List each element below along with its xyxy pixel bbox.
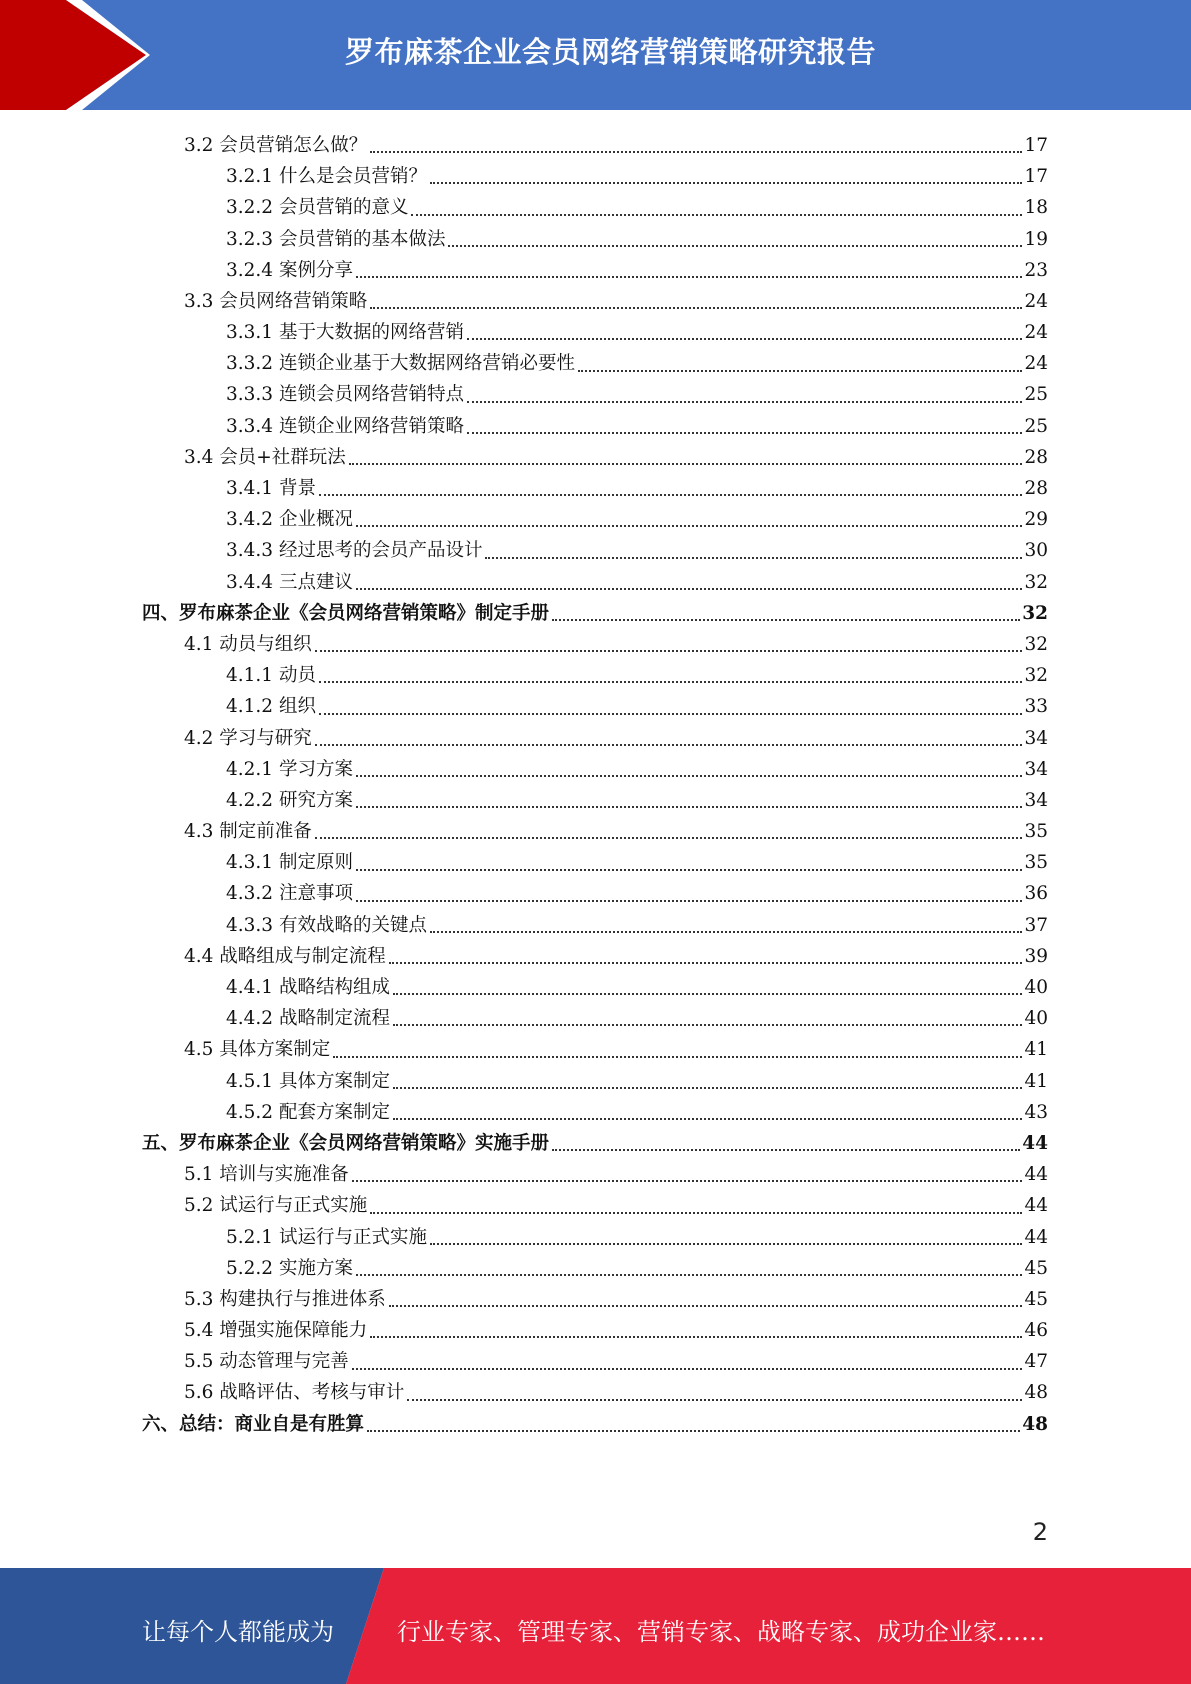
toc-dot-leader [393,1118,1022,1120]
toc-entry-page: 40 [1024,1008,1048,1030]
toc-entry-label: 4.3.2 注意事项 [226,883,353,905]
toc-entry-label: 4.4.1 战略结构组成 [226,977,390,999]
toc-entry-label: 3.3 会员网络营销策略 [184,290,368,312]
toc-entry-label: 4.3.3 有效战略的关键点 [226,914,427,936]
toc-entry-label: 3.3.1 基于大数据的网络营销 [226,322,464,344]
toc-entry-page: 37 [1024,914,1048,936]
toc-entry-page: 40 [1024,977,1048,999]
toc-entry-page: 28 [1024,478,1048,500]
toc-dot-leader [467,401,1022,403]
toc-entry-label: 3.4.2 企业概况 [226,509,353,531]
toc-entry-page: 32 [1024,571,1048,593]
toc-dot-leader [356,900,1023,902]
toc-entry[interactable] [142,598,1048,629]
toc-dot-leader [389,962,1023,964]
toc-entry-label: 四、罗布麻茶企业《会员网络营销策略》制定手册 [142,602,550,624]
toc-dot-leader [319,713,1023,715]
toc-entry-page: 17 [1024,134,1048,156]
toc-entry-label: 4.2.1 学习方案 [226,758,353,780]
toc-dot-leader [430,931,1022,933]
page-header [0,0,1191,110]
toc-entry-page: 32 [1024,633,1048,655]
toc-entry-label: 4.5.2 配套方案制定 [226,1101,390,1123]
toc-entry-label: 5.6 战略评估、考核与审计 [184,1382,405,1404]
toc-entry-page: 39 [1024,945,1048,967]
toc-entry-label: 4.1.1 动员 [226,665,316,687]
toc-entry[interactable] [142,723,1048,754]
toc-entry-label: 3.4.4 三点建议 [226,571,353,593]
toc-entry-label: 4.2 学习与研究 [184,727,312,749]
page-number: 2 [1032,1518,1048,1546]
toc-entry[interactable] [142,567,1048,598]
toc-dot-leader [389,1305,1023,1307]
toc-entry-label: 5.2.2 实施方案 [226,1257,353,1279]
toc-dot-leader [356,1274,1023,1276]
toc-entry[interactable] [142,286,1048,317]
toc-entry-label: 六、总结：商业自是有胜算 [142,1413,365,1435]
toc-entry-label: 4.5 具体方案制定 [184,1039,331,1061]
toc-entry[interactable] [142,130,1048,161]
toc-entry-label: 4.4.2 战略制定流程 [226,1008,390,1030]
toc-entry[interactable] [142,1378,1048,1409]
toc-entry-page: 32 [1022,602,1048,624]
toc-entry-label: 5.2.1 试运行与正式实施 [226,1226,427,1248]
toc-entry-page: 24 [1024,322,1048,344]
toc-dot-leader [467,338,1022,340]
toc-entry[interactable] [142,1346,1048,1377]
toc-dot-leader [578,370,1022,372]
toc-entry-label: 3.3.3 连锁会员网络营销特点 [226,384,464,406]
toc-dot-leader [319,494,1023,496]
toc-entry-page: 35 [1024,821,1048,843]
toc-entry-page: 45 [1024,1257,1048,1279]
toc-entry-page: 48 [1022,1413,1048,1435]
toc-entry-label: 5.4 增强实施保障能力 [184,1320,368,1342]
toc-entry[interactable] [142,442,1048,473]
toc-dot-leader [430,182,1022,184]
toc-dot-leader [356,525,1023,527]
toc-dot-leader [315,744,1023,746]
toc-entry-page: 44 [1022,1132,1048,1154]
toc-entry-page: 32 [1024,665,1048,687]
toc-entry-label: 4.3.1 制定原则 [226,852,353,874]
footer-slogan-right: 行业专家、管理专家、营销专家、战略专家、成功企业家…… [397,1618,1045,1646]
toc-entry[interactable] [142,380,1048,411]
toc-entry-label: 4.1.2 组织 [226,696,316,718]
toc-dot-leader [352,1180,1023,1182]
toc-entry[interactable] [142,1409,1048,1440]
toc-entry[interactable] [142,1128,1048,1159]
toc-entry[interactable] [142,161,1048,192]
toc-entry-label: 3.2.3 会员营销的基本做法 [226,228,446,250]
toc-entry[interactable] [142,1066,1048,1097]
toc-entry[interactable] [142,847,1048,878]
toc-entry-page: 18 [1024,197,1048,219]
toc-entry[interactable] [142,224,1048,255]
toc-entry-page: 41 [1024,1070,1048,1092]
toc-entry[interactable] [142,879,1048,910]
toc-entry-page: 43 [1024,1101,1048,1123]
toc-dot-leader [552,619,1020,621]
toc-entry[interactable] [142,411,1048,442]
toc-dot-leader [407,1399,1022,1401]
toc-dot-leader [411,214,1022,216]
toc-entry-page: 25 [1024,415,1048,437]
toc-dot-leader [356,869,1023,871]
toc-entry-label: 5.1 培训与实施准备 [184,1164,349,1186]
toc-dot-leader [393,993,1022,995]
toc-entry-page: 48 [1024,1382,1048,1404]
toc-entry-label: 4.3 制定前准备 [184,821,312,843]
toc-dot-leader [552,1149,1020,1151]
toc-entry-label: 3.2.4 案例分享 [226,259,353,281]
toc-entry-page: 24 [1024,290,1048,312]
toc-entry-label: 5.3 构建执行与推进体系 [184,1288,386,1310]
toc-entry-label: 3.4.3 经过思考的会员产品设计 [226,540,483,562]
toc-entry-page: 25 [1024,384,1048,406]
toc-entry-label: 3.3.2 连锁企业基于大数据网络营销必要性 [226,353,575,375]
toc-dot-leader [333,1056,1022,1058]
toc-entry[interactable] [142,1003,1048,1034]
toc-entry-label: 五、罗布麻茶企业《会员网络营销策略》实施手册 [142,1132,550,1154]
toc-dot-leader [370,1212,1022,1214]
toc-entry[interactable] [142,1315,1048,1346]
toc-entry-label: 3.2 会员营销怎么做？ [184,134,368,156]
toc-entry-page: 35 [1024,852,1048,874]
toc-entry[interactable] [142,317,1048,348]
toc-entry[interactable] [142,1097,1048,1128]
toc-entry-page: 34 [1024,789,1048,811]
toc-dot-leader [370,307,1022,309]
toc-entry[interactable] [142,473,1048,504]
toc-entry-page: 30 [1024,540,1048,562]
toc-entry-label: 4.4 战略组成与制定流程 [184,945,386,967]
toc-entry-page: 28 [1024,446,1048,468]
toc-entry[interactable] [142,660,1048,691]
toc-entry-page: 36 [1024,883,1048,905]
toc-entry-label: 3.4 会员+社群玩法 [184,446,346,468]
toc-dot-leader [356,276,1023,278]
toc-entry[interactable] [142,1284,1048,1315]
toc-dot-leader [485,557,1022,559]
toc-dot-leader [370,1336,1022,1338]
toc-entry-label: 3.4.1 背景 [226,478,316,500]
toc-entry-page: 33 [1024,696,1048,718]
toc-dot-leader [467,432,1022,434]
toc-dot-leader [393,1024,1022,1026]
toc-entry-label: 3.2.1 什么是会员营销？ [226,166,427,188]
toc-entry-label: 4.1 动员与组织 [184,633,312,655]
toc-entry-label: 3.3.4 连锁企业网络营销策略 [226,415,464,437]
toc-dot-leader [370,151,1022,153]
toc-dot-leader [352,1368,1023,1370]
toc-dot-leader [315,650,1023,652]
toc-entry-label: 3.2.2 会员营销的意义 [226,197,409,219]
toc-entry-page: 44 [1024,1164,1048,1186]
toc-entry[interactable] [142,504,1048,535]
toc-entry[interactable] [142,535,1048,566]
footer-slogan-left: 让每个人都能成为 [142,1618,334,1646]
toc-dot-leader [356,775,1023,777]
toc-entry-label: 5.2 试运行与正式实施 [184,1195,368,1217]
toc-entry[interactable] [142,691,1048,722]
toc-entry[interactable] [142,348,1048,379]
toc-entry-label: 5.5 动态管理与完善 [184,1351,349,1373]
toc-entry[interactable] [142,972,1048,1003]
toc-entry-page: 34 [1024,758,1048,780]
toc-entry-page: 34 [1024,727,1048,749]
toc-entry[interactable] [142,1034,1048,1065]
toc-entry[interactable] [142,785,1048,816]
toc-dot-leader [356,806,1023,808]
toc-entry[interactable] [142,754,1048,785]
toc-entry[interactable] [142,1253,1048,1284]
toc-entry-label: 4.2.2 研究方案 [226,789,353,811]
toc-entry-page: 46 [1024,1320,1048,1342]
toc-dot-leader [367,1430,1020,1432]
toc-entry-page: 44 [1024,1195,1048,1217]
toc-entry-page: 29 [1024,509,1048,531]
toc-entry[interactable] [142,1159,1048,1190]
toc-entry-page: 23 [1024,259,1048,281]
toc-dot-leader [393,1087,1022,1089]
toc-entry-page: 45 [1024,1288,1048,1310]
toc-entry[interactable] [142,629,1048,660]
toc-dot-leader [319,681,1023,683]
toc-entry[interactable] [142,816,1048,847]
table-of-contents [142,130,1048,1440]
toc-dot-leader [448,245,1022,247]
toc-entry-page: 19 [1024,228,1048,250]
toc-entry[interactable] [142,1190,1048,1221]
toc-entry-page: 44 [1024,1226,1048,1248]
toc-entry[interactable] [142,255,1048,286]
toc-entry[interactable] [142,941,1048,972]
toc-entry-page: 47 [1024,1351,1048,1373]
document-title: 罗布麻茶企业会员网络营销策略研究报告 [344,35,876,69]
toc-dot-leader [315,837,1023,839]
page-footer [0,1568,1191,1684]
toc-entry-page: 17 [1024,166,1048,188]
toc-dot-leader [349,463,1023,465]
toc-entry-page: 24 [1024,353,1048,375]
toc-entry-page: 41 [1024,1039,1048,1061]
toc-entry-label: 4.5.1 具体方案制定 [226,1070,390,1092]
toc-entry[interactable] [142,910,1048,941]
toc-dot-leader [430,1243,1022,1245]
toc-dot-leader [356,588,1023,590]
toc-entry[interactable] [142,1222,1048,1253]
toc-entry[interactable] [142,192,1048,223]
